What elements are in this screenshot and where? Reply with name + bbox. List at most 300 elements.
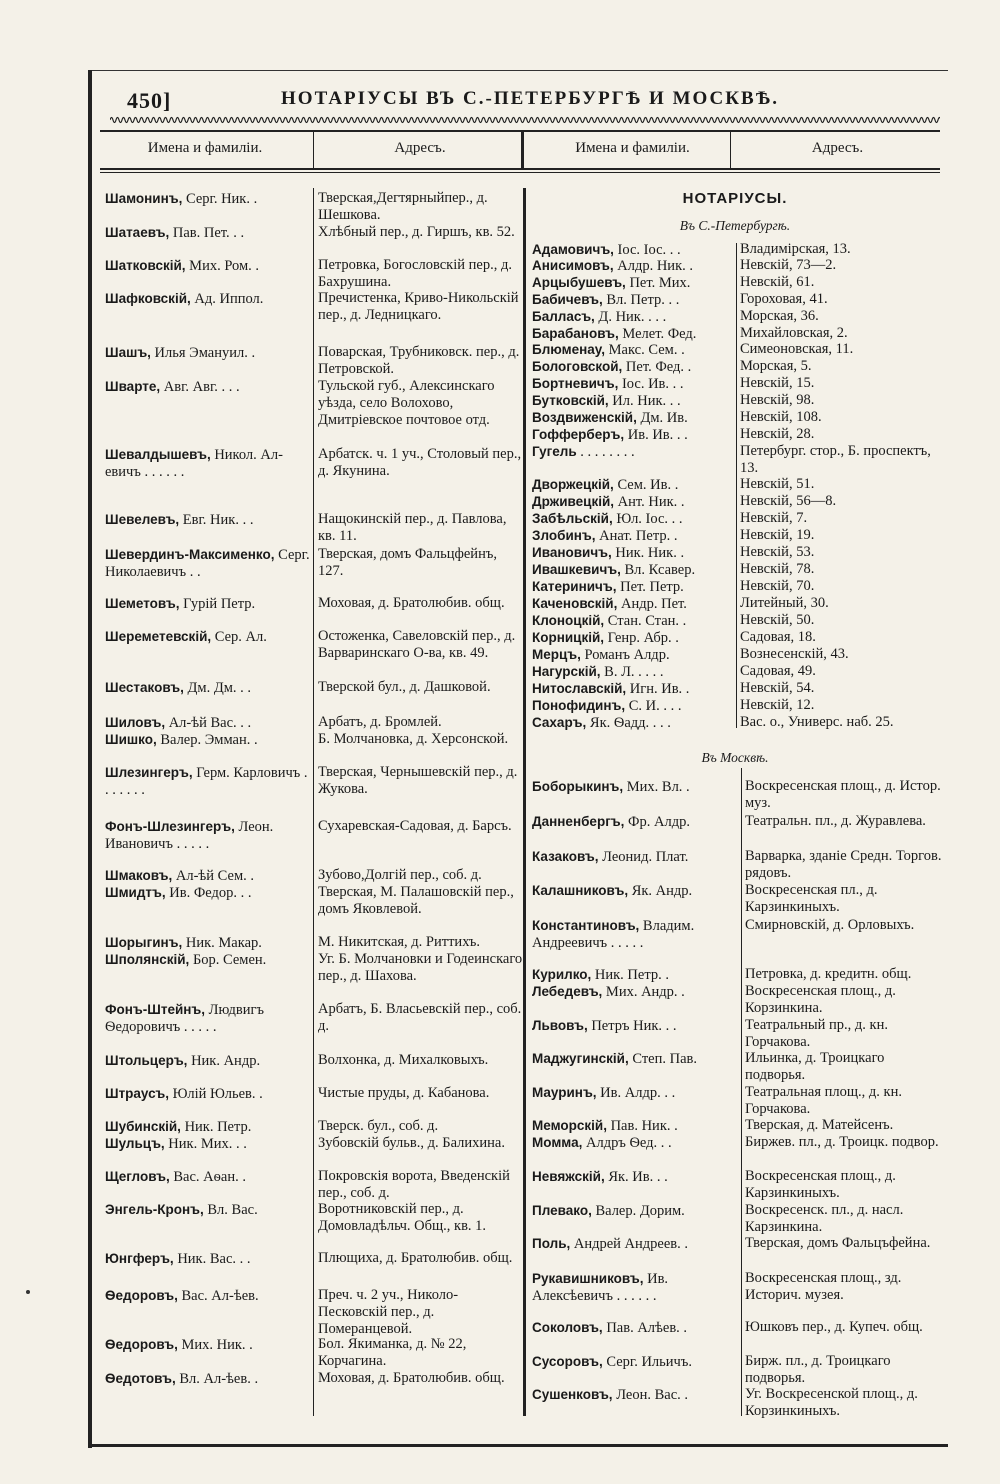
left-initials-27: Ник. Вас. . . xyxy=(173,1251,251,1267)
left-initials-18: Ник. Макар. xyxy=(182,935,262,951)
left-initials-13: Валер. Эмман. . xyxy=(156,732,258,748)
spb-initials-1: Алдр. Ник. . xyxy=(613,258,693,274)
left-address-6: Арбатск. ч. 1 уч., Столовый пер., д. Якунина. xyxy=(318,446,522,479)
left-address-5: Тульской губ., Алексинскаго уѣзда, село Волохово, Дмитріевское почтовое отд. xyxy=(318,378,495,428)
left-initials-26: Вл. Вас. xyxy=(203,1202,258,1218)
msk-initials-15: Ив. Алексѣевичъ . . . . . . xyxy=(532,1271,669,1304)
col-divider-hdr-2 xyxy=(521,132,524,170)
left-surname-26: Энгель-Кронъ, xyxy=(105,1202,204,1217)
spb-initials-23: Романъ Алдр. xyxy=(580,647,670,663)
spb-surname-27: Сахаръ, xyxy=(532,715,587,730)
spb-initials-11: Ив. Ив. . . xyxy=(624,427,688,443)
spb-address-15: Невскій, 7. xyxy=(740,510,808,526)
msk-address-8: Ильинка, д. Троицкаго подворья. xyxy=(745,1050,885,1083)
left-name-10 xyxy=(105,628,313,646)
left-name-16 xyxy=(105,867,313,885)
left-address-20: Арбатъ, Б. Власьевскій пер., соб. д. xyxy=(318,1001,522,1034)
running-title: НОТАРІУСЫ ВЪ С.-ПЕТЕРБУРГѢ И МОСКВѢ. xyxy=(281,88,779,109)
spb-initials-15: Юл. Іос. . . xyxy=(612,511,683,527)
left-name-15 xyxy=(105,818,313,853)
spb-surname-1: Анисимовъ, xyxy=(532,258,614,273)
msk-surname-13: Плевако, xyxy=(532,1203,592,1218)
msk-name-5 xyxy=(532,966,740,984)
left-initials-24: Ник. Мих. . . xyxy=(164,1136,247,1152)
msk-name-17 xyxy=(532,1353,740,1371)
msk-address-18: Уг. Воскресенской площ., д. Корзинкиныхъ. xyxy=(745,1386,918,1419)
spb-heading: Въ С.-Петербургѣ. xyxy=(679,218,791,233)
left-address-8: Тверская, домъ Фальцфейнъ, 127. xyxy=(318,546,497,579)
msk-name-2 xyxy=(532,848,740,866)
left-surname-5: Шварте, xyxy=(105,379,161,394)
left-name-7 xyxy=(105,511,313,529)
left-surname-20: Фонъ-Штейнъ, xyxy=(105,1002,205,1017)
spb-name-20 xyxy=(532,595,740,613)
left-name-8 xyxy=(105,546,313,581)
spb-name-12 xyxy=(532,443,740,461)
left-address-3: Пречистенка, Криво-Никольскій пер., д. Ледницкаго. xyxy=(318,290,519,323)
msk-name-16 xyxy=(532,1319,740,1337)
left-address-29: Бол. Якиманка, д. № 22, Корчагина. xyxy=(318,1336,467,1369)
left-initials-10: Сер. Ал. xyxy=(211,629,267,645)
msk-address-12: Воскресенская площ., д. Карзинкиныхъ. xyxy=(745,1168,896,1201)
left-surname-14: Шлезингеръ, xyxy=(105,765,193,780)
spb-surname-9: Бутковскій, xyxy=(532,393,609,408)
spb-initials-7: Пет. Фед. . xyxy=(622,359,692,375)
left-surname-2: Шатковскій, xyxy=(105,258,186,273)
spb-surname-3: Бабичевъ, xyxy=(532,292,603,307)
msk-name-15 xyxy=(532,1270,740,1305)
left-initials-3: Ад. Иппол. xyxy=(190,291,264,307)
spb-surname-23: Мерцъ, xyxy=(532,647,581,662)
left-initials-8: Серг. Николаевичъ . . xyxy=(105,547,310,580)
header-rule-top xyxy=(100,130,940,132)
msk-surname-6: Лебедевъ, xyxy=(532,984,603,999)
msk-initials-18: Леон. Вас. . xyxy=(612,1387,689,1403)
spb-address-10: Невскій, 108. xyxy=(740,409,822,425)
spb-initials-16: Анат. Петр. . xyxy=(595,528,678,544)
left-surname-10: Шереметевскій, xyxy=(105,629,212,644)
msk-address-10: Тверская, д. Матейсенъ. xyxy=(745,1117,894,1133)
spb-name-11 xyxy=(532,426,740,444)
spb-surname-8: Бортневичъ, xyxy=(532,376,619,391)
left-name-12 xyxy=(105,714,313,732)
left-surname-1: Шатаевъ, xyxy=(105,225,170,240)
left-surname-4: Шашъ, xyxy=(105,345,151,360)
left-name-25 xyxy=(105,1168,313,1186)
col-header-names-right: Имена и фамиліи. xyxy=(575,140,690,156)
msk-name-10 xyxy=(532,1117,740,1135)
msk-surname-0: Боборыкинъ, xyxy=(532,779,624,794)
left-address-19: Уг. Б. Молчановки и Годеинскаго пер., д. Шахова. xyxy=(318,951,523,984)
spb-initials-10: Дм. Ив. xyxy=(636,410,688,426)
spb-initials-26: С. И. . . . xyxy=(625,698,682,714)
msk-initials-16: Пав. Алѣев. . xyxy=(602,1320,688,1336)
spb-initials-2: Пет. Мих. xyxy=(625,275,691,291)
spb-initials-22: Генр. Абр. . xyxy=(604,630,679,646)
left-address-10: Остоженка, Савеловскій пер., д. Варваринскаго О-ва, кв. 49. xyxy=(318,628,516,661)
spb-address-23: Вознесенскій, 43. xyxy=(740,646,849,662)
spb-name-16 xyxy=(532,527,740,545)
left-initials-4: Илья Эмануил. . xyxy=(150,345,256,361)
msk-address-5: Петровка, д. кредитн. общ. xyxy=(745,966,912,982)
left-name-27 xyxy=(105,1250,313,1268)
msk-initials-14: Андрей Андреев. . xyxy=(570,1236,689,1252)
spb-surname-20: Каченовскій, xyxy=(532,596,618,611)
msk-name-6 xyxy=(532,983,740,1001)
left-initials-5: Авг. Авг. . . . xyxy=(160,379,240,395)
left-address-2: Петровка, Богословскій пер., д. Бахрушина. xyxy=(318,257,512,290)
left-address-17: Тверская, М. Палашовскій пер., домъ Яковлевой. xyxy=(318,884,514,917)
spb-name-26 xyxy=(532,697,740,715)
spb-surname-4: Балласъ, xyxy=(532,309,595,324)
msk-address-2: Варварка, зданіе Средн. Торгов. рядовъ. xyxy=(745,848,942,881)
left-address-9: Моховая, д. Братолюбив. общ. xyxy=(318,595,505,611)
spb-surname-11: Гофферберъ, xyxy=(532,427,625,442)
spb-initials-0: Іос. Іос. . . xyxy=(613,242,681,258)
msk-surname-1: Данненбергъ, xyxy=(532,814,625,829)
msk-initials-5: Ник. Петр. . xyxy=(591,967,669,983)
left-surname-15: Фонъ-Шлезингеръ, xyxy=(105,819,235,834)
left-surname-29: Ѳедоровъ, xyxy=(105,1337,178,1352)
spb-address-9: Невскій, 98. xyxy=(740,392,815,408)
spb-surname-7: Бологовской, xyxy=(532,359,623,374)
left-initials-6: Никол. Ал-евичъ . . . . . . xyxy=(105,447,283,480)
left-name-9 xyxy=(105,595,313,613)
spb-initials-4: Д. Ник. . . . xyxy=(594,309,667,325)
msk-surname-5: Курилко, xyxy=(532,967,592,982)
left-surname-17: Шмидтъ, xyxy=(105,885,166,900)
msk-address-0: Воскресенская площ., д. Истор. муз. xyxy=(745,778,941,811)
spb-address-2: Невскій, 61. xyxy=(740,274,815,290)
msk-surname-18: Сушенковъ, xyxy=(532,1387,613,1402)
spb-initials-8: Іос. Ив. . . xyxy=(618,376,684,392)
msk-name-8 xyxy=(532,1050,740,1068)
left-address-23: Тверск. бул., соб. д. xyxy=(318,1118,439,1134)
left-address-18: М. Никитская, д. Риттихъ. xyxy=(318,934,481,950)
left-name-0 xyxy=(105,190,313,208)
spb-name-18 xyxy=(532,561,740,579)
spb-name-3 xyxy=(532,291,740,309)
spb-address-26: Невскій, 12. xyxy=(740,697,815,713)
spb-surname-14: Држивецкій, xyxy=(532,494,615,509)
msk-initials-10: Пав. Ник. . xyxy=(606,1118,678,1134)
left-surname-3: Шафковскій, xyxy=(105,291,191,306)
spb-address-22: Садовая, 18. xyxy=(740,629,816,645)
left-surname-19: Шполянскій, xyxy=(105,952,190,967)
left-address-28: Преч. ч. 2 уч., Николо-Песковскій пер., д. Померанцевой. xyxy=(318,1287,459,1337)
spb-address-14: Невскій, 56—8. xyxy=(740,493,837,509)
left-name-20 xyxy=(105,1001,313,1036)
left-address-24: Зубовскій бульв., д. Балихина. xyxy=(318,1135,505,1151)
spb-name-22 xyxy=(532,629,740,647)
left-surname-21: Штольцеръ, xyxy=(105,1053,188,1068)
spb-surname-2: Арцыбушевъ, xyxy=(532,275,626,290)
msk-name-7 xyxy=(532,1017,740,1035)
msk-initials-8: Степ. Пав. xyxy=(628,1051,697,1067)
spb-surname-19: Катериничъ, xyxy=(532,579,617,594)
msk-surname-9: Мауринъ, xyxy=(532,1085,597,1100)
left-initials-20: Людвигъ Ѳедоровичъ . . . . . xyxy=(105,1002,264,1035)
spb-name-14 xyxy=(532,493,740,511)
left-address-4: Поварская, Трубниковск. пер., д. Петровской. xyxy=(318,344,520,377)
msk-initials-12: Як. Ив. . . xyxy=(604,1169,668,1185)
left-name-4 xyxy=(105,344,313,362)
msk-surname-11: Момма, xyxy=(532,1135,583,1150)
spb-initials-20: Андр. Пет. xyxy=(617,596,687,612)
left-initials-2: Мих. Ром. . xyxy=(185,258,260,274)
spb-address-16: Невскій, 19. xyxy=(740,527,815,543)
left-surname-6: Шевалдышевъ, xyxy=(105,447,211,462)
left-name-3 xyxy=(105,290,313,308)
msk-address-9: Театральная площ., д. кн. Горчакова. xyxy=(745,1084,902,1117)
left-name-18 xyxy=(105,934,313,952)
left-address-7: Нащокинскій пер., д. Павлова, кв. 11. xyxy=(318,511,507,544)
left-surname-9: Шеметовъ, xyxy=(105,596,180,611)
col-divider-center xyxy=(523,188,526,1416)
msk-surname-3: Калашниковъ, xyxy=(532,883,629,898)
left-name-24 xyxy=(105,1135,313,1153)
left-surname-16: Шмаковъ, xyxy=(105,868,173,883)
left-initials-12: Ал-ѣй Вас. . . xyxy=(165,715,252,731)
msk-surname-8: Маджугинскій, xyxy=(532,1051,629,1066)
left-address-21: Волхонка, д. Михалковыхъ. xyxy=(318,1052,489,1068)
col-header-names-left: Имена и фамиліи. xyxy=(147,140,263,156)
col-header-address-right: Адресъ. xyxy=(811,140,864,156)
msk-surname-4: Константиновъ, xyxy=(532,918,640,933)
left-initials-23: Ник. Петр. xyxy=(180,1119,252,1135)
msk-name-13 xyxy=(532,1202,740,1220)
left-name-23 xyxy=(105,1118,313,1136)
left-initials-21: Ник. Андр. xyxy=(187,1053,261,1069)
msk-initials-4: Владим. Андреевичъ . . . . . xyxy=(532,918,695,951)
spb-name-8 xyxy=(532,375,740,393)
msk-name-4 xyxy=(532,917,740,952)
msk-surname-12: Невяжскій, xyxy=(532,1169,605,1184)
spb-name-21 xyxy=(532,612,740,630)
spb-surname-25: Нитославскій, xyxy=(532,681,627,696)
left-initials-28: Вас. Ал-ѣев. xyxy=(177,1288,259,1304)
left-name-14 xyxy=(105,764,313,799)
spb-surname-0: Адамовичъ, xyxy=(532,242,614,257)
left-address-27: Плющиха, д. Братолюбив. общ. xyxy=(318,1250,513,1266)
spb-initials-14: Ант. Ник. . xyxy=(614,494,685,510)
spb-name-19 xyxy=(532,578,740,596)
left-initials-15: Леон. Ивановичъ . . . . . xyxy=(105,819,274,852)
page-frame-top xyxy=(92,70,948,71)
msk-name-18 xyxy=(532,1386,740,1404)
msk-name-3 xyxy=(532,882,740,900)
left-initials-19: Бор. Семен. xyxy=(189,952,267,968)
msk-name-12 xyxy=(532,1168,740,1186)
msk-address-4: Смирновскій, д. Орловыхъ. xyxy=(745,917,915,933)
left-address-16: Зубово,Долгій пер., соб. д. xyxy=(318,867,482,883)
spb-name-23 xyxy=(532,646,740,664)
spb-address-3: Гороховая, 41. xyxy=(740,291,828,307)
spb-surname-17: Ивановичъ, xyxy=(532,545,612,560)
col-divider-hdr-1 xyxy=(313,132,314,170)
msk-address-6: Воскресенская площ., д. Корзинкина. xyxy=(745,983,896,1016)
spb-address-24: Садовая, 49. xyxy=(740,663,816,679)
left-initials-22: Юлій Юльев. . xyxy=(169,1086,263,1102)
left-surname-12: Шиловъ, xyxy=(105,715,166,730)
left-name-6 xyxy=(105,446,313,481)
msk-initials-1: Фр. Алдр. xyxy=(624,814,690,830)
header-rule-bottom-thin xyxy=(100,172,940,173)
spb-address-13: Невскій, 51. xyxy=(740,476,815,492)
spb-initials-21: Стан. Стан. . xyxy=(604,613,687,629)
left-surname-25: Щегловъ, xyxy=(105,1169,170,1184)
spb-name-25 xyxy=(532,680,740,698)
spb-name-7 xyxy=(532,358,740,376)
msk-name-14 xyxy=(532,1235,740,1253)
msk-address-14: Тверская, домъ Фальцъфейна. xyxy=(745,1235,931,1251)
msk-initials-3: Як. Андр. xyxy=(628,883,693,899)
spb-surname-24: Нагурскій, xyxy=(532,664,601,679)
left-surname-18: Шорыгинъ, xyxy=(105,935,183,950)
left-surname-7: Шевелевъ, xyxy=(105,512,180,527)
left-surname-23: Шубинскій, xyxy=(105,1119,181,1134)
msk-address-11: Биржев. пл., д. Троицк. подвор. xyxy=(745,1134,939,1150)
msk-address-7: Театральный пр., д. кн. Горчакова. xyxy=(745,1017,888,1050)
msk-surname-2: Казаковъ, xyxy=(532,849,599,864)
left-address-14: Тверская, Чернышевскій пер., д. Жукова. xyxy=(318,764,518,797)
left-initials-0: Серг. Ник. . xyxy=(182,191,258,207)
section-title: НОТАРІУСЫ. xyxy=(682,190,788,207)
msk-initials-17: Серг. Ильичъ. xyxy=(602,1354,692,1370)
left-initials-9: Гурій Петр. xyxy=(179,596,256,612)
col-divider-left xyxy=(313,188,314,1416)
page-frame-left xyxy=(88,70,92,1448)
msk-name-9 xyxy=(532,1084,740,1102)
col-divider-hdr-3 xyxy=(730,132,731,170)
msk-address-17: Бирж. пл., д. Троицкаго подворья. xyxy=(745,1353,891,1386)
spb-name-13 xyxy=(532,476,740,494)
msk-address-1: Театральн. пл., д. Журавлева. xyxy=(745,813,926,829)
spb-name-4 xyxy=(532,308,740,326)
left-name-19 xyxy=(105,951,313,969)
spb-surname-6: Блюменау, xyxy=(532,342,606,357)
left-address-26: Воротниковскій пер., д. Домовладѣльч. Общ., кв. 1. xyxy=(318,1201,487,1234)
spb-surname-13: Дворжецкій, xyxy=(532,477,614,492)
spb-address-19: Невскій, 70. xyxy=(740,578,815,594)
msk-address-3: Воскресенская пл., д. Карзинкиныхъ. xyxy=(745,882,878,915)
spb-name-1 xyxy=(532,257,740,275)
msk-initials-11: Алдръ Ѳед. . . xyxy=(582,1135,672,1151)
ink-speck xyxy=(26,1290,30,1294)
left-address-1: Хлѣбный пер., д. Гиршъ, кв. 52. xyxy=(318,224,515,240)
left-address-25: Покровскія ворота, Введенскій пер., соб. д. xyxy=(318,1168,510,1201)
spb-address-17: Невскій, 53. xyxy=(740,544,815,560)
spb-name-6 xyxy=(532,341,740,359)
msk-surname-7: Львовъ, xyxy=(532,1018,588,1033)
page-number: 450] xyxy=(127,88,172,113)
spb-address-1: Невскій, 73—2. xyxy=(740,257,837,273)
left-address-0: Тверская,Дегтярныйпер., д. Шешкова. xyxy=(318,190,488,223)
spb-initials-5: Мелет. Фед. xyxy=(618,326,697,342)
left-initials-30: Вл. Ал-ѣев. . xyxy=(175,1371,259,1387)
msk-surname-10: Меморскій, xyxy=(532,1118,607,1133)
msk-initials-6: Мих. Андр. . xyxy=(602,984,685,1000)
left-name-11 xyxy=(105,679,313,697)
left-name-17 xyxy=(105,884,313,902)
left-initials-1: Пав. Пет. . . xyxy=(169,225,245,241)
left-initials-7: Евг. Ник. . . xyxy=(179,512,254,528)
msk-surname-15: Рукавишниковъ, xyxy=(532,1271,644,1286)
spb-initials-13: Сем. Ив. . xyxy=(613,477,679,493)
left-name-5 xyxy=(105,378,313,396)
spb-initials-12: . . . . . . . . xyxy=(576,444,635,460)
spb-initials-25: Игн. Ив. . xyxy=(626,681,690,697)
left-name-30 xyxy=(105,1370,313,1388)
left-name-22 xyxy=(105,1085,313,1103)
spb-address-25: Невскій, 54. xyxy=(740,680,815,696)
spb-address-11: Невскій, 28. xyxy=(740,426,815,442)
msk-name-0 xyxy=(532,778,740,796)
spb-initials-19: Пет. Петр. xyxy=(616,579,684,595)
spb-address-5: Михайловская, 2. xyxy=(740,325,848,341)
spb-address-4: Морская, 36. xyxy=(740,308,819,324)
spb-name-15 xyxy=(532,510,740,528)
left-surname-28: Ѳедоровъ, xyxy=(105,1288,178,1303)
left-surname-22: Штраусъ, xyxy=(105,1086,170,1101)
spb-initials-6: Макс. Сем. . xyxy=(605,342,685,358)
left-address-12: Арбатъ, д. Бромлей. xyxy=(318,714,442,730)
msk-initials-7: Петръ Ник. . . xyxy=(587,1018,677,1034)
msk-address-13: Воскресенск. пл., д. насл. Карзинкина. xyxy=(745,1202,904,1235)
spb-address-6: Симеоновская, 11. xyxy=(740,341,854,357)
msk-name-11 xyxy=(532,1134,740,1152)
left-name-1 xyxy=(105,224,313,242)
left-name-13 xyxy=(105,731,313,749)
spb-initials-3: Вл. Петр. . . xyxy=(602,292,680,308)
left-initials-17: Ив. Федор. . . xyxy=(165,885,252,901)
spb-surname-22: Корницкій, xyxy=(532,630,605,645)
spb-surname-16: Злобинъ, xyxy=(532,528,596,543)
msk-initials-13: Валер. Дорим. xyxy=(591,1203,685,1219)
msk-address-16: Юшковъ пер., д. Купеч. общ. xyxy=(745,1319,923,1335)
left-surname-8: Шевердинъ-Максименко, xyxy=(105,547,275,562)
spb-name-10 xyxy=(532,409,740,427)
left-name-29 xyxy=(105,1336,313,1354)
spb-address-12: Петербург. стор., Б. проспектъ, 13. xyxy=(740,443,931,476)
spb-surname-21: Клоноцкій, xyxy=(532,613,605,628)
spb-address-7: Морская, 5. xyxy=(740,358,812,374)
spb-name-2 xyxy=(532,274,740,292)
msk-surname-17: Сусоровъ, xyxy=(532,1354,603,1369)
left-initials-16: Ал-ѣй Сем. . xyxy=(172,868,255,884)
left-name-28 xyxy=(105,1287,313,1305)
msk-initials-0: Мих. Вл. . xyxy=(623,779,690,795)
left-initials-11: Дм. Дм. . . xyxy=(183,680,252,696)
left-address-13: Б. Молчановка, д. Херсонской. xyxy=(318,731,509,747)
spb-initials-18: Вл. Ксавер. xyxy=(620,562,696,578)
spb-name-9 xyxy=(532,392,740,410)
left-address-15: Сухаревская-Садовая, д. Барсъ. xyxy=(318,818,512,834)
spb-surname-5: Барабановъ, xyxy=(532,326,619,341)
spb-address-18: Невскій, 78. xyxy=(740,561,815,577)
spb-address-20: Литейный, 30. xyxy=(740,595,829,611)
moscow-heading: Въ Москвѣ. xyxy=(701,750,769,765)
spb-name-24 xyxy=(532,663,740,681)
spb-address-8: Невскій, 15. xyxy=(740,375,815,391)
spb-address-21: Невскій, 50. xyxy=(740,612,815,628)
left-initials-25: Вас. Аѳан. . xyxy=(169,1169,246,1185)
left-surname-11: Шестаковъ, xyxy=(105,680,184,695)
msk-initials-9: Ив. Алдр. . . xyxy=(596,1085,676,1101)
msk-surname-16: Соколовъ, xyxy=(532,1320,603,1335)
spb-initials-17: Ник. Ник. . xyxy=(611,545,685,561)
left-surname-27: Юнгферъ, xyxy=(105,1251,174,1266)
